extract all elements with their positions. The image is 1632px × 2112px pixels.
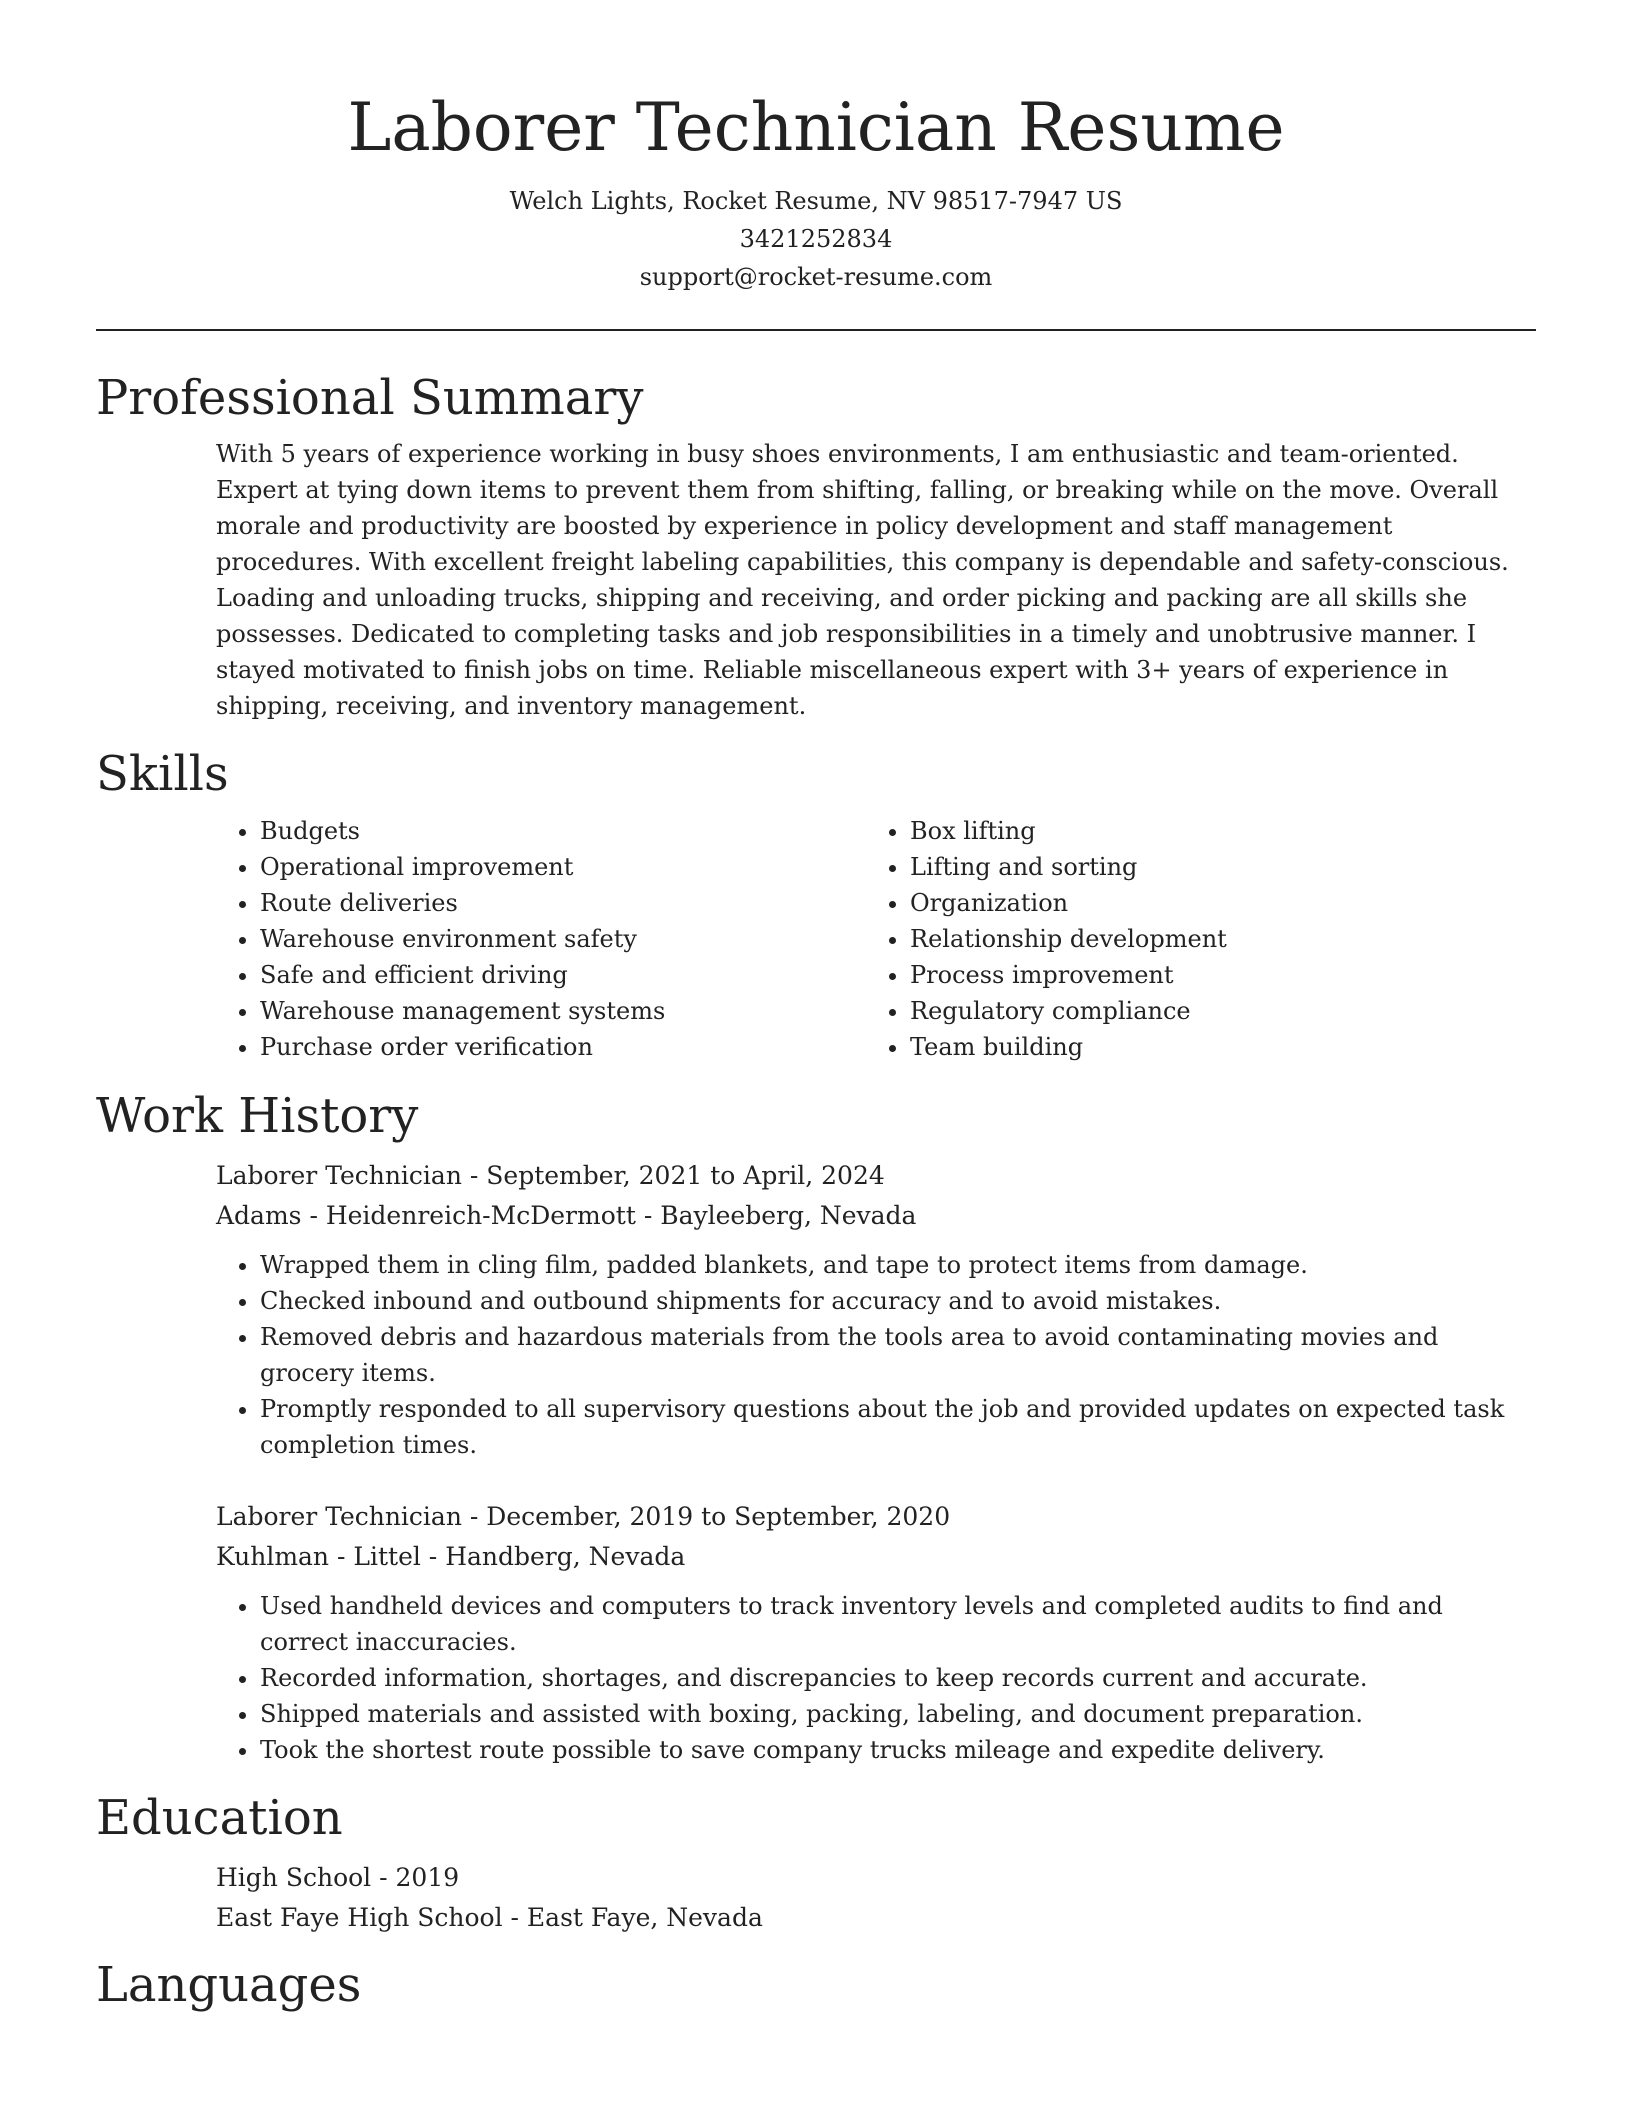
job-bullet: • Took the shortest route possible to save company trucks mileage and expedite delivery.	[260, 1732, 1536, 1768]
skill-item: • Relationship development	[910, 921, 1536, 957]
work-history-section	[96, 1087, 1536, 1768]
education-school: East Faye High School	[216, 1903, 503, 1932]
skill-item: • Organization	[910, 885, 1536, 921]
education-entry	[216, 1858, 1536, 1938]
contact-info	[96, 182, 1536, 296]
job-bullet: • Recorded information, shortages, and discrepancies to keep records current and accurate.	[260, 1660, 1536, 1696]
job-title-line	[216, 1156, 1536, 1196]
job-entry	[216, 1156, 1536, 1463]
job-bullets	[216, 1588, 1536, 1768]
summary-heading: Professional Summary	[96, 370, 644, 426]
skills-column-left	[216, 813, 866, 1065]
job-bullet: • Shipped materials and assisted with boxing, packing, labeling, and document preparation.	[260, 1696, 1536, 1732]
job-entry	[216, 1497, 1536, 1768]
skills-column-right	[866, 813, 1536, 1065]
contact-phone: 3421252834	[739, 225, 893, 253]
work-history-heading: Work History	[96, 1088, 419, 1144]
job-employer: Kuhlman - Littel	[216, 1542, 421, 1571]
skill-item: • Regulatory compliance	[910, 993, 1536, 1029]
summary-section	[96, 369, 1536, 724]
skill-item: • Purchase order verification	[260, 1029, 866, 1065]
contact-email: support@rocket-resume.com	[639, 263, 993, 291]
education-heading: Education	[96, 1790, 343, 1846]
job-employer: Adams - Heidenreich-McDermott	[216, 1201, 636, 1230]
skill-item: • Budgets	[260, 813, 866, 849]
job-bullet: • Checked inbound and outbound shipments for accuracy and to avoid mistakes.	[260, 1283, 1536, 1319]
job-employer-line	[216, 1196, 1536, 1236]
resume-header	[96, 88, 1536, 331]
summary-text: With 5 years of experience working in busy shoes environments, I am enthusiastic and team-oriented. Expert at tying down items to prevent them from shifting, falling, or breaking while on the move. Overall morale and productivity are boosted by experience in policy development and staff management procedures. With excellent freight labeling capabilities, this company is dependable and safety-conscious. Loading and unloading trucks, shipping and receiving, and order picking and packing are all skills she possesses. Dedicated to completing tasks and job responsibilities in a timely and unobtrusive manner. I stayed motivated to finish jobs on time. Reliable miscellaneous expert with 3+ years of experience in shipping, receiving, and inventory management.	[216, 440, 1509, 720]
education-location: - East Faye, Nevada	[502, 1903, 763, 1932]
job-bullet: • Removed debris and hazardous materials from the tools area to avoid contaminating movies and grocery items.	[260, 1319, 1536, 1391]
education-section	[96, 1789, 1536, 1938]
job-location: - Bayleeberg, Nevada	[635, 1201, 917, 1230]
job-bullet: • Used handheld devices and computers to track inventory levels and completed audits to find and correct inaccuracies.	[260, 1588, 1536, 1660]
skill-item: • Warehouse management systems	[260, 993, 866, 1029]
skill-item: • Warehouse environment safety	[260, 921, 866, 957]
job-bullet: • Promptly responded to all supervisory questions about the job and provided updates on expected task completion times.	[260, 1391, 1536, 1463]
skill-item: • Lifting and sorting	[910, 849, 1536, 885]
job-location: - Handberg, Nevada	[420, 1542, 686, 1571]
education-school-line	[216, 1898, 1536, 1938]
skills-heading: Skills	[96, 746, 229, 802]
languages-heading: Languages	[96, 1957, 362, 2013]
job-title: Laborer Technician	[216, 1161, 462, 1190]
job-dates: - September, 2021 to April, 2024	[461, 1161, 885, 1190]
header-divider	[96, 329, 1536, 331]
skill-item: • Box lifting	[910, 813, 1536, 849]
job-title-line	[216, 1497, 1536, 1537]
job-employer-line	[216, 1537, 1536, 1577]
resume-title: Laborer Technician Resume	[347, 89, 1285, 166]
job-dates: - December, 2019 to September, 2020	[461, 1502, 951, 1531]
job-title: Laborer Technician	[216, 1502, 462, 1531]
education-degree: High School	[216, 1863, 372, 1892]
education-degree-line	[216, 1858, 1536, 1898]
skill-item: • Safe and efficient driving	[260, 957, 866, 993]
skill-item: • Process improvement	[910, 957, 1536, 993]
education-year: - 2019	[371, 1863, 460, 1892]
languages-section	[96, 1956, 1536, 2014]
skills-section	[96, 745, 1536, 1065]
job-bullets	[216, 1247, 1536, 1463]
contact-address: Welch Lights, Rocket Resume, NV 98517-7947 US	[509, 187, 1123, 215]
skill-item: • Operational improvement	[260, 849, 866, 885]
skill-item: • Team building	[910, 1029, 1536, 1065]
job-bullet: • Wrapped them in cling film, padded blankets, and tape to protect items from damage.	[260, 1247, 1536, 1283]
skills-list	[216, 813, 1536, 1065]
skill-item: • Route deliveries	[260, 885, 866, 921]
